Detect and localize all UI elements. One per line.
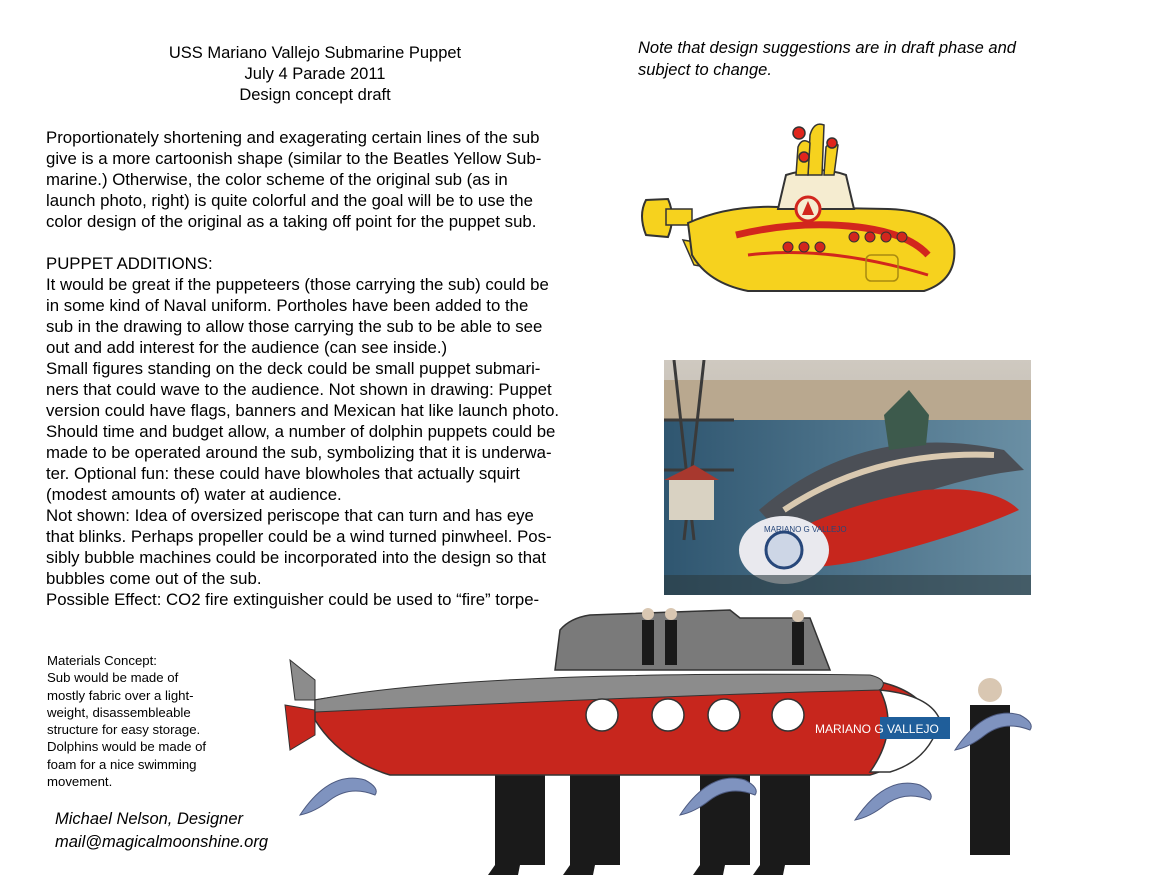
designer-email: mail@magicalmoonshine.org xyxy=(55,833,269,851)
date-line: July 4 Parade 2011 xyxy=(244,65,386,83)
materials-line: structure for easy storage. xyxy=(47,722,201,738)
additions-line: Should time and budget allow, a number of dolphin puppets could be xyxy=(46,422,556,441)
note-line: subject to change. xyxy=(638,61,772,79)
additions-line: in some kind of Naval uniform. Portholes have been added to the xyxy=(46,296,529,315)
yellow-submarine-illustration xyxy=(628,105,966,340)
additions-line: bubbles come out of the sub. xyxy=(46,569,262,588)
materials-line: Dolphins would be made of xyxy=(47,739,207,755)
subtitle-line: Design concept draft xyxy=(239,86,391,104)
intro-line: launch photo, right) is quite colorful and the goal will be to use the xyxy=(46,191,533,210)
materials-heading: Materials Concept: xyxy=(47,653,157,668)
designer-name: Michael Nelson, Designer xyxy=(55,810,244,828)
additions-line: ter. Optional fun: these could have blowholes that actually squirt xyxy=(46,464,520,483)
bow-label: MARIANO G VALLEJO xyxy=(764,525,847,534)
title-line: USS Mariano Vallejo Submarine Puppet xyxy=(168,44,462,62)
additions-line: version could have flags, banners and Mexican hat like launch photo. xyxy=(46,401,560,420)
additions-line: that blinks. Perhaps propeller could be a wind turned pinwheel. Pos- xyxy=(46,527,552,546)
additions-line: Possible Effect: CO2 fire extinguisher could be used to “fire” torpe- xyxy=(46,590,540,609)
intro-line: give is a more cartoonish shape (similar to the Beatles Yellow Sub- xyxy=(46,149,542,168)
designer-credit xyxy=(55,808,268,854)
materials-line: weight, disassembleable xyxy=(47,704,191,720)
additions-line: sibly bubble machines could be incorporated into the design so that xyxy=(46,548,547,567)
note-line: Note that design suggestions are in draft phase and xyxy=(638,39,1016,57)
intro-line: color design of the original as a taking off point for the puppet sub. xyxy=(46,212,537,231)
additions-line: It would be great if the puppeteers (those carrying the sub) could be xyxy=(46,275,549,294)
additions-line: ners that could wave to the audience. Not shown in drawing: Puppet xyxy=(46,380,552,399)
hull-label: MARIANO G VALLEJO xyxy=(815,722,939,736)
materials-concept xyxy=(47,652,247,790)
additions-line: Small figures standing on the deck could be small puppet submari- xyxy=(46,359,541,378)
draft-note xyxy=(638,37,1108,81)
intro-line: marine.) Otherwise, the color scheme of the original sub (as in xyxy=(46,170,508,189)
additions-line: (modest amounts of) water at audience. xyxy=(46,485,342,504)
additions-heading: PUPPET ADDITIONS: xyxy=(46,254,213,273)
body-text xyxy=(46,127,594,610)
intro-line: Proportionately shortening and exagerating certain lines of the sub xyxy=(46,128,540,147)
paragraph-gap xyxy=(46,232,594,253)
materials-line: mostly fabric over a light- xyxy=(47,687,194,703)
materials-line: Sub would be made of xyxy=(47,670,179,686)
additions-line: made to be operated around the sub, symbolizing that it is underwa- xyxy=(46,443,552,462)
additions-line: sub in the drawing to allow those carrying the sub to be able to see xyxy=(46,317,543,336)
document-title xyxy=(140,43,490,106)
puppet-drawing xyxy=(270,600,1070,893)
additions-line: Not shown: Idea of oversized periscope that can turn and has eye xyxy=(46,506,534,525)
launch-photo xyxy=(664,360,1031,595)
materials-line: movement. xyxy=(47,774,113,790)
materials-line: foam for a nice swimming xyxy=(47,756,197,772)
additions-line: out and add interest for the audience (can see inside.) xyxy=(46,338,448,357)
